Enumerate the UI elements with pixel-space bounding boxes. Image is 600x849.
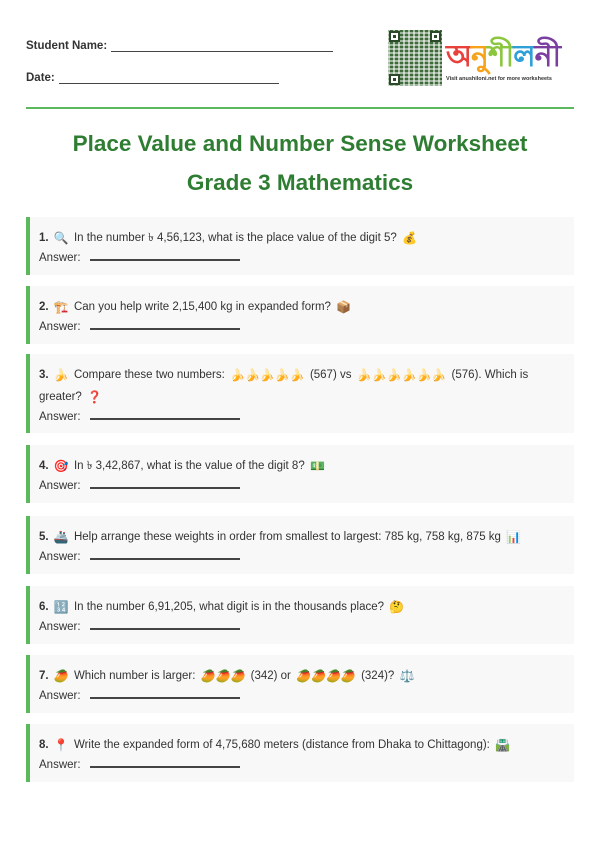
question-card (26, 354, 574, 433)
banana-group-icon: 🍌🍌🍌🍌🍌 (230, 368, 305, 382)
question-prompt: In the number 6,91,205, what digit is in the thousands place? (73, 601, 385, 613)
question-number: 7. (39, 670, 49, 682)
answer-label: Answer: (39, 480, 81, 492)
question-prompt: Help arrange these weights in order from smallest to largest: 785 kg, 758 kg, 875 kg (73, 531, 501, 543)
answer-blank[interactable] (90, 328, 240, 330)
answer-label: Answer: (39, 551, 81, 563)
answer-label: Answer: (39, 411, 81, 423)
banknote-icon: 💵 (309, 459, 325, 473)
question-number: 8. (39, 739, 49, 751)
question-card (26, 516, 574, 574)
mango-group-icon: 🥭🥭🥭 (200, 669, 246, 683)
pin-icon: 📍 (53, 738, 69, 752)
header-divider (26, 107, 574, 109)
answer-label: Answer: (39, 252, 81, 264)
question-prompt: In ৳ 3,42,867, what is the value of the digit 8? (73, 460, 305, 472)
question-text (39, 596, 564, 618)
answer-label: Answer: (39, 321, 81, 333)
numbers-icon: 🔢 (53, 600, 69, 614)
brand-char: অ (446, 40, 471, 73)
question-card (26, 217, 574, 275)
brand-wordmark (446, 32, 560, 72)
brand-logo (388, 30, 576, 88)
value-a: (567) vs (309, 369, 352, 381)
question-number: 3. (39, 369, 49, 381)
answer-blank[interactable] (90, 628, 240, 630)
question-text (39, 734, 564, 756)
answer-label: Answer: (39, 621, 81, 633)
date-field[interactable] (26, 72, 279, 84)
mango-group-icon: 🥭🥭🥭🥭 (296, 669, 356, 683)
answer-label: Answer: (39, 759, 81, 771)
money-bag-icon: 💰 (401, 231, 417, 245)
ship-icon: 🚢 (53, 530, 69, 544)
bar-chart-icon: 📊 (506, 530, 522, 544)
mango-icon: 🥭 (53, 669, 69, 683)
question-prompt: In the number ৳ 4,56,123, what is the place value of the digit 5? (73, 232, 397, 244)
question-prompt: Write the expanded form of 4,75,680 meters (distance from Dhaka to Chittagong): (73, 739, 490, 751)
question-number: 2. (39, 301, 49, 313)
qr-code-icon (388, 30, 442, 86)
student-name-field[interactable] (26, 40, 333, 52)
brand-char: শী (487, 40, 514, 73)
answer-field[interactable] (39, 318, 564, 336)
question-card (26, 586, 574, 644)
question-prompt: Can you help write 2,15,400 kg in expanded form? (73, 301, 331, 313)
answer-field[interactable] (39, 408, 564, 426)
value-a: (342) or (250, 670, 291, 682)
date-blank[interactable] (59, 73, 279, 84)
question-text (39, 526, 564, 548)
question-text (39, 296, 564, 318)
question-prompt: Compare these two numbers: (73, 369, 225, 381)
student-name-blank[interactable] (111, 41, 333, 52)
question-text (39, 665, 564, 687)
answer-blank[interactable] (90, 487, 240, 489)
answer-field[interactable] (39, 249, 564, 267)
question-text (39, 227, 564, 249)
highway-icon: 🛣️ (495, 738, 511, 752)
thinking-face-icon: 🤔 (389, 600, 405, 614)
target-icon: 🎯 (53, 459, 69, 473)
magnifying-glass-icon: 🔍 (53, 231, 69, 245)
question-number: 5. (39, 531, 49, 543)
package-icon: 📦 (336, 300, 352, 314)
question-card (26, 724, 574, 782)
question-mark-icon: ❓ (87, 390, 102, 404)
brand-tagline: Visit anushiloni.net for more worksheets (446, 76, 552, 82)
question-text (39, 364, 564, 408)
banana-icon: 🍌 (53, 368, 69, 382)
question-text (39, 455, 564, 477)
answer-blank[interactable] (90, 418, 240, 420)
answer-field[interactable] (39, 618, 564, 636)
value-b: (324)? (361, 670, 395, 682)
brand-char: ল (513, 40, 535, 73)
question-number: 6. (39, 601, 49, 613)
balance-scale-icon: ⚖️ (399, 669, 415, 683)
question-number: 1. (39, 232, 49, 244)
brand-char: নু (470, 40, 488, 73)
question-card (26, 286, 574, 344)
answer-field[interactable] (39, 687, 564, 705)
answer-blank[interactable] (90, 766, 240, 768)
answer-blank[interactable] (90, 259, 240, 261)
date-label: Date: (26, 72, 55, 84)
question-card (26, 655, 574, 713)
answer-blank[interactable] (90, 558, 240, 560)
question-prompt: Which number is larger: (73, 670, 196, 682)
value-b: (576). Which is greater? (39, 369, 529, 403)
page-title: Place Value and Number Sense Worksheet (72, 131, 528, 156)
worksheet-header (26, 0, 574, 110)
building-construction-icon: 🏗️ (53, 300, 69, 314)
question-card (26, 445, 574, 503)
student-name-label: Student Name: (26, 40, 108, 52)
answer-field[interactable] (39, 756, 564, 774)
answer-blank[interactable] (90, 697, 240, 699)
brand-char: নী (534, 40, 561, 73)
banana-group-icon: 🍌🍌🍌🍌🍌🍌 (356, 368, 447, 382)
page-subtitle: Grade 3 Mathematics (186, 170, 414, 195)
question-number: 4. (39, 460, 49, 472)
answer-label: Answer: (39, 690, 81, 702)
answer-field[interactable] (39, 548, 564, 566)
answer-field[interactable] (39, 477, 564, 495)
